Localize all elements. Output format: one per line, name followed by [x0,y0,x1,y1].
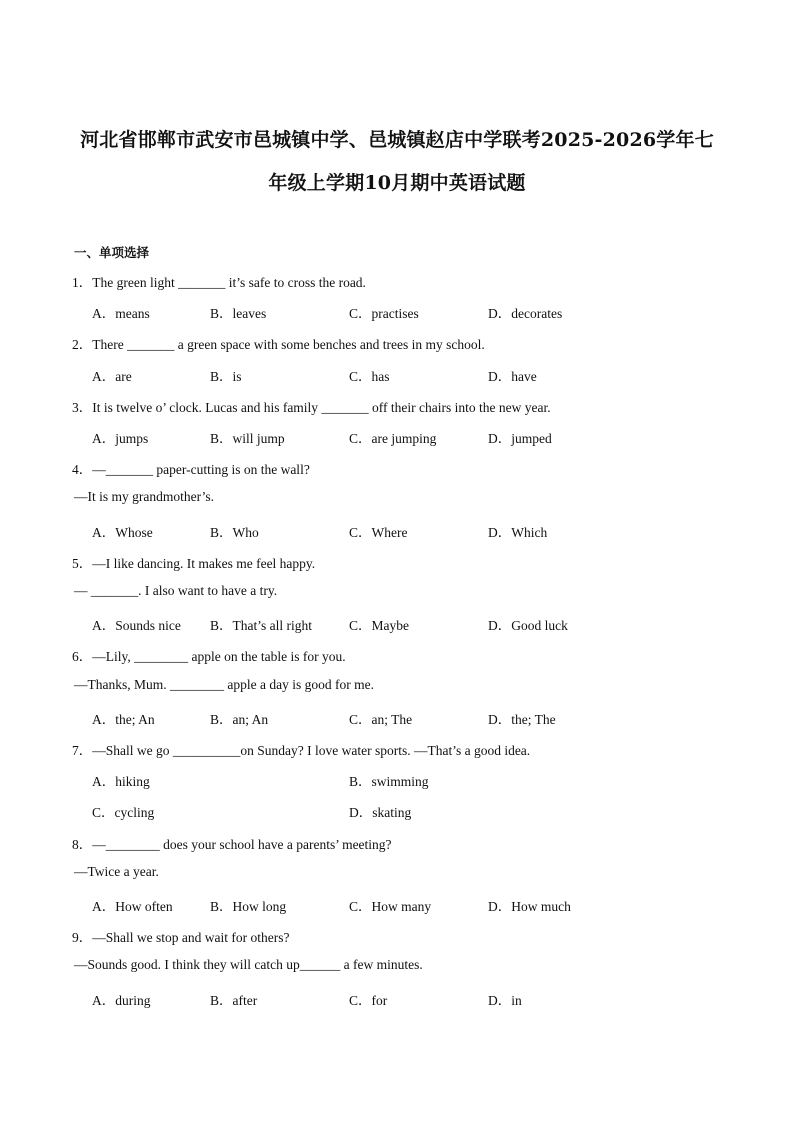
answer-option[interactable]: C．practises [349,306,419,321]
question-stem: 1．The green light _______ it’s safe to cross the road. [72,275,366,290]
answer-option[interactable]: B．leaves [210,306,267,321]
answer-option[interactable]: B．Who [210,525,259,540]
answer-option[interactable]: D．decorates [488,306,563,321]
answer-option[interactable]: D．skating [349,805,412,820]
question-stem: 2．There _______ a green space with some benches and trees in my school. [72,337,485,352]
answer-option[interactable]: C．are jumping [349,431,437,446]
dialogue-line: — _______. I also want to have a try. [74,583,278,598]
answer-option[interactable]: D．How much [488,899,571,914]
answer-option[interactable]: A．Sounds nice [92,618,181,633]
question-stem: 5．—I like dancing. It makes me feel happy. [72,556,316,571]
answer-option[interactable]: D．Which [488,525,548,540]
dialogue-line: —Sounds good. I think they will catch up______ a few minutes. [74,957,423,972]
answer-option[interactable]: A．How often [92,899,173,914]
section-heading: 一、单项选择 [74,245,150,260]
answer-option[interactable]: D．Good luck [488,618,568,633]
answer-option[interactable]: B．That’s all right [210,618,312,633]
question-stem: 3．It is twelve o’ clock. Lucas and his family _______ off their chairs into the new year. [72,400,551,415]
answer-option[interactable]: B．How long [210,899,287,914]
answer-option[interactable]: B．swimming [349,774,429,789]
answer-option[interactable]: D．have [488,369,537,384]
dialogue-line: —Twice a year. [74,864,159,879]
question-stem: 4．—_______ paper-cutting is on the wall? [72,462,310,477]
answer-option[interactable]: B．will jump [210,431,285,446]
answer-option[interactable]: B．is [210,369,242,384]
answer-option[interactable]: C．an; The [349,712,413,727]
dialogue-line: —Thanks, Mum. ________ apple a day is good for me. [74,677,374,692]
answer-option[interactable]: B．after [210,993,258,1008]
answer-option[interactable]: D．jumped [488,431,552,446]
answer-option[interactable]: B．an; An [210,712,269,727]
answer-option[interactable]: A．means [92,306,150,321]
answer-option[interactable]: A．are [92,369,132,384]
question-stem: 9．—Shall we stop and wait for others? [72,930,290,945]
answer-option[interactable]: A．during [92,993,151,1008]
answer-option[interactable]: C．for [349,993,388,1008]
answer-option[interactable]: A．jumps [92,431,149,446]
answer-option[interactable]: A．the; An [92,712,155,727]
answer-option[interactable]: C．How many [349,899,432,914]
answer-option[interactable]: A．hiking [92,774,150,789]
answer-option[interactable]: C．cycling [92,805,155,820]
answer-option[interactable]: C．has [349,369,390,384]
answer-option[interactable]: A．Whose [92,525,153,540]
question-stem: 7．—Shall we go __________on Sunday? I love water sports. —That’s a good idea. [72,743,531,758]
question-stem: 6．—Lily, ________ apple on the table is for you. [72,649,346,664]
answer-option[interactable]: C．Where [349,525,408,540]
dialogue-line: —It is my grandmother’s. [74,489,214,504]
page-title-line-1: 河北省邯郸市武安市邑城镇中学、邑城镇赵店中学联考2025-2026学年七 [80,129,714,151]
answer-option[interactable]: D．in [488,993,522,1008]
question-stem: 8．—________ does your school have a parents’ meeting? [72,837,392,852]
answer-option[interactable]: D．the; The [488,712,556,727]
page-title-line-2: 年级上学期10月期中英语试题 [268,172,526,194]
answer-option[interactable]: C．Maybe [349,618,409,633]
